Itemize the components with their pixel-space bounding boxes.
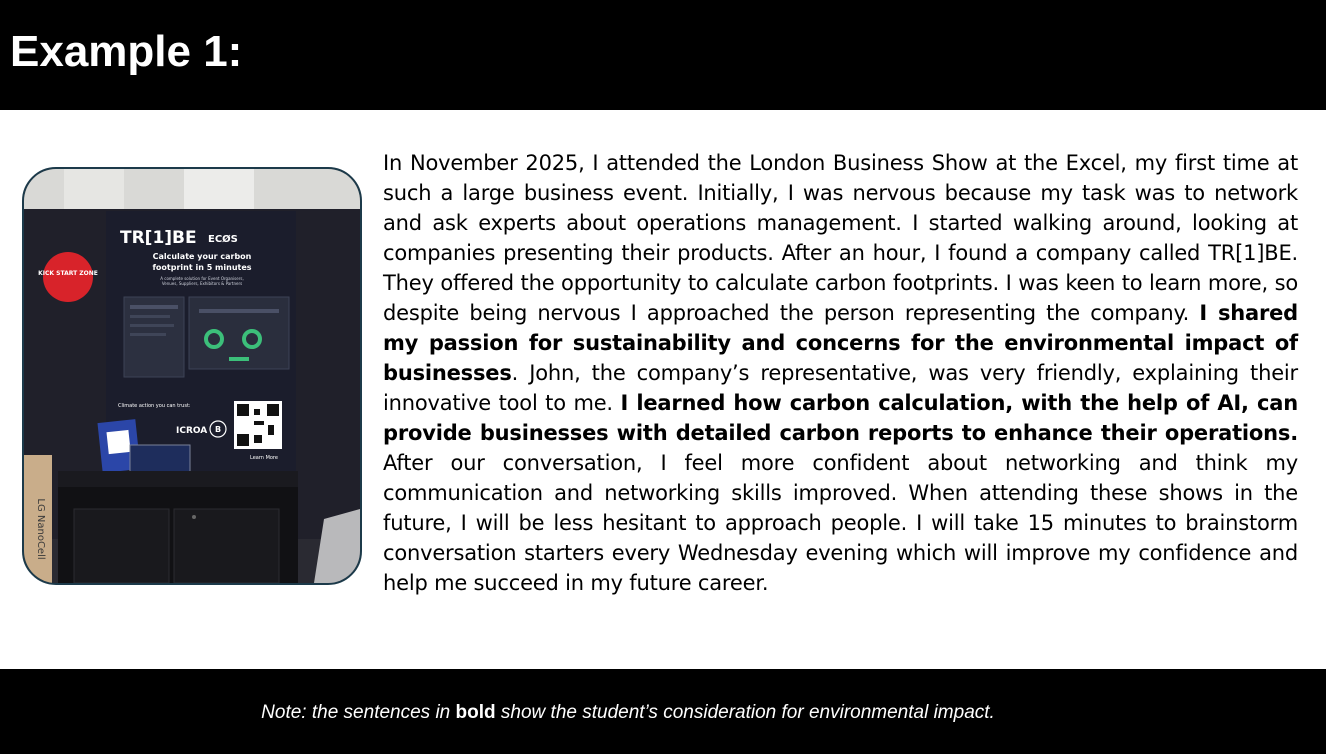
reflection-paragraph <box>383 148 1298 598</box>
header-bar <box>0 0 1326 110</box>
svg-text:B: B <box>214 425 222 434</box>
headline-2: footprint in 5 minutes <box>152 263 252 272</box>
text-segment-3: After our conversation, I feel more confident about networking and think my communication and networking skills improved. When attending these shows in the future, I will be less hesitant to approach people. I will take 15 minutes to brainstorm conversation starters every Wednesday evening which will improve my confidence and help me succeed in my future career. <box>383 451 1298 595</box>
footnote <box>0 700 1256 726</box>
page-title: Example 1: <box>10 27 243 76</box>
trust-line: Climate action you can trust: <box>118 403 191 409</box>
kick-start-badge-icon <box>43 252 93 302</box>
text-segment-2: . John, the company’s representative, was very friendly, explaining their innovative tool to me. <box>383 361 1298 415</box>
note-bold-word: bold <box>455 702 496 723</box>
subline-1: A complete solution for Event Organisers, <box>160 276 244 281</box>
brand-text: TR[1]BE <box>120 228 197 248</box>
bold-sentence-2: I learned how carbon calculation, with the help of AI, can provide businesses with detailed carbon reports to enhance their operations. <box>383 391 1299 445</box>
text-segment-1: In November 2025, I attended the London Business Show at the Excel, my first time at such a large business event. Initially, I was nervous because my task was to network and ask experts about operations management. I started walking around, looking at companies presenting their products. After an hour, I found a company called TR[1]BE. They offered the opportunity to calculate carbon footprints. I was keen to learn more, so despite being nervous I approached the person representing the company. <box>383 151 1298 325</box>
qr-code-icon <box>234 401 282 449</box>
headline-1: Calculate your carbon <box>152 252 252 261</box>
icroa-text: ICROA <box>176 426 208 436</box>
booth-photo <box>22 167 362 585</box>
learn-more-text: Learn More <box>250 455 278 461</box>
subline-2: Venues, Suppliers, Exhibitors & Partners <box>161 281 243 286</box>
note-suffix: show the student’s consideration for environmental impact. <box>495 702 995 723</box>
note-prefix: Note: the sentences in <box>261 702 456 723</box>
side-box-text: LG NanoCell <box>35 498 46 560</box>
badge-text: KICK START ZONE <box>38 270 98 277</box>
brand-suffix: ECØS <box>208 234 238 245</box>
bold-sentence-1: I shared my passion for sustainability and concerns for the environmental impact of businesses <box>383 301 1298 385</box>
